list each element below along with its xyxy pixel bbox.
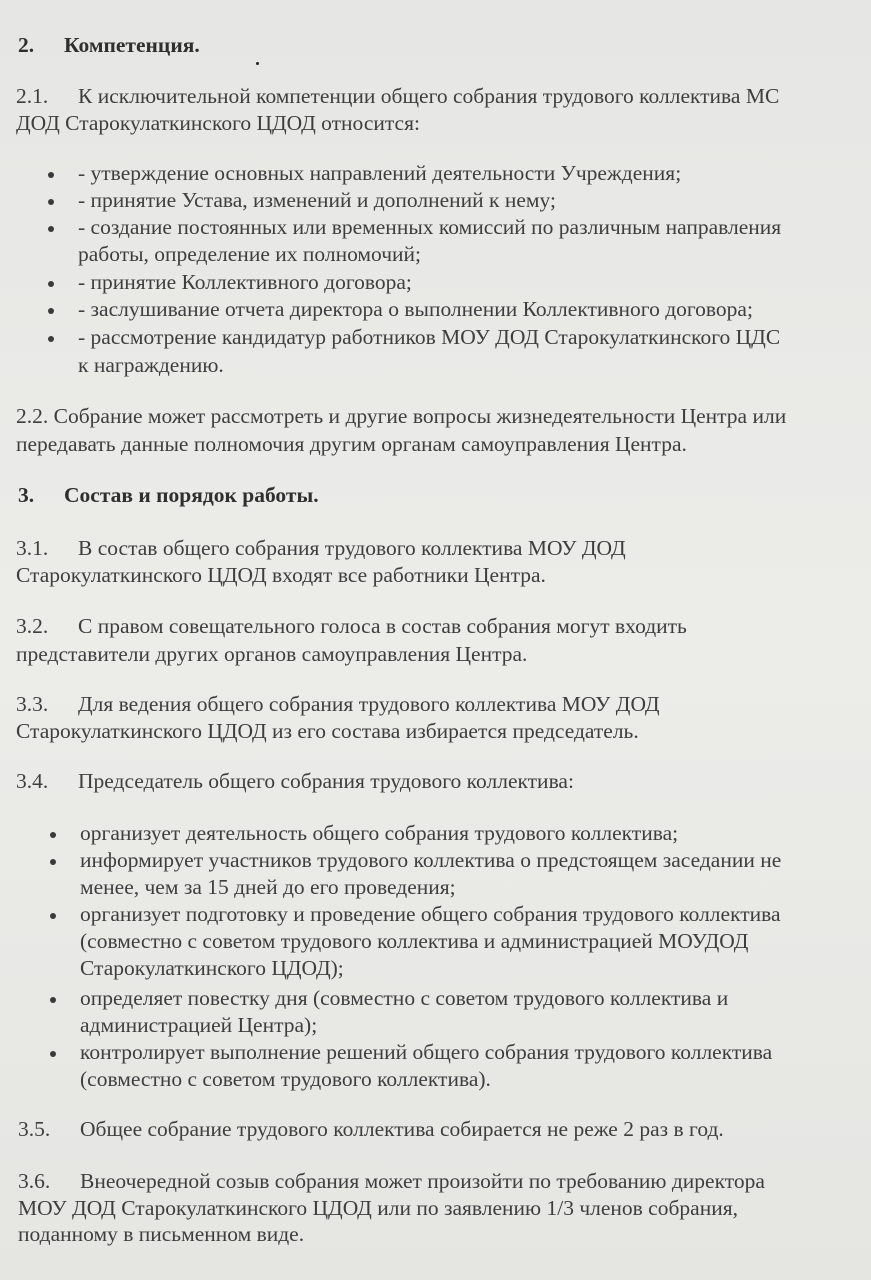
section-3-title: Состав и порядок работы. xyxy=(64,483,319,507)
p36-line2: МОУ ДОД Старокулаткинского ЦДОД или по заявлению 1/3 членов собрания, xyxy=(18,1196,738,1220)
p33-line1: Для ведения общего собрания трудового коллектива МОУ ДОД xyxy=(78,692,660,716)
p35-number: 3.5. xyxy=(18,1117,51,1141)
list-item: определяет повестку дня (совместно с советом трудового коллектива и xyxy=(80,986,729,1010)
p21-number: 2.1. xyxy=(16,84,49,108)
list-item: - создание постоянных или временных комиссий по различным направления xyxy=(78,215,782,239)
bullet-icon xyxy=(50,997,56,1003)
list-item-continuation: (совместно с советом трудового коллектива и администрацией МОУДОД xyxy=(80,929,749,953)
p36-number: 3.6. xyxy=(18,1169,51,1193)
list-item: - принятие Устава, изменений и дополнений к нему; xyxy=(78,188,556,212)
list-item-continuation: (совместно с советом трудового коллектива). xyxy=(80,1067,491,1091)
bullet-icon xyxy=(48,336,54,342)
bullet-icon xyxy=(48,226,54,232)
p33-line2: Старокулаткинского ЦДОД из его состава избирается председатель. xyxy=(16,719,639,743)
bullet-icon xyxy=(50,1051,56,1057)
p31-line2: Старокулаткинского ЦДОД входят все работники Центра. xyxy=(16,563,546,587)
p33-number: 3.3. xyxy=(16,692,49,716)
list-item: организует деятельность общего собрания трудового коллектива; xyxy=(80,821,679,845)
p31-line1: В состав общего собрания трудового коллектива МОУ ДОД xyxy=(78,536,626,560)
p21-line2: ДОД Старокулаткинского ЦДОД относится: xyxy=(16,111,420,135)
list-item-continuation: администрацией Центра); xyxy=(80,1013,318,1037)
list-item-continuation: к награждению. xyxy=(78,353,224,377)
bullet-icon xyxy=(50,913,56,919)
list-item: организует подготовку и проведение общего собрания трудового коллектива xyxy=(80,902,781,926)
list-item: - принятие Коллективного договора; xyxy=(78,270,412,294)
list-item: - заслушивание отчета директора о выполнении Коллективного договора; xyxy=(78,297,753,321)
p32-number: 3.2. xyxy=(16,614,49,638)
p31-number: 3.1. xyxy=(16,536,49,560)
section-2-title: Компетенция. xyxy=(64,33,200,57)
list-item-continuation: менее, чем за 15 дней до его проведения; xyxy=(80,875,456,899)
p32-line1: С правом совещательного голоса в состав собрания могут входить xyxy=(78,614,687,638)
bullet-icon xyxy=(48,172,54,178)
section-3-number: 3. xyxy=(18,483,35,507)
p34-number: 3.4. xyxy=(16,769,49,793)
stray-mark xyxy=(256,62,259,65)
p36-line3: поданному в письменном виде. xyxy=(18,1222,305,1246)
list-item: информирует участников трудового коллектива о предстоящем заседании не xyxy=(80,848,782,872)
p21-line1: К исключительной компетенции общего собрания трудового коллектива МС xyxy=(78,84,780,108)
bullet-icon xyxy=(50,859,56,865)
list-item: - рассмотрение кандидатур работников МОУ ДОД Старокулаткинского ЦДС xyxy=(78,325,781,349)
p32-line2: представители других органов самоуправления Центра. xyxy=(16,642,528,666)
p35-line1: Общее собрание трудового коллектива собирается не реже 2 раз в год. xyxy=(80,1117,724,1141)
bullet-icon xyxy=(48,199,54,205)
list-item: - утверждение основных направлений деятельности Учреждения; xyxy=(78,161,682,185)
section-2-number: 2. xyxy=(18,33,35,57)
bullet-icon xyxy=(48,308,54,314)
bullet-icon xyxy=(48,281,54,287)
p34-line1: Председатель общего собрания трудового коллектива: xyxy=(78,769,574,793)
list-item-continuation: Старокулаткинского ЦДОД); xyxy=(80,956,344,980)
p36-line1: Внеочередной созыв собрания может произойти по требованию директора xyxy=(80,1169,765,1193)
bullet-icon xyxy=(50,832,56,838)
p22-line2: передавать данные полномочия другим органам самоуправления Центра. xyxy=(16,432,687,456)
list-item: контролирует выполнение решений общего собрания трудового коллектива xyxy=(80,1040,773,1064)
list-item-continuation: работы, определение их полномочий; xyxy=(78,242,422,266)
p22-line1: 2.2. Собрание может рассмотреть и другие вопросы жизнедеятельности Центра или xyxy=(16,404,787,428)
